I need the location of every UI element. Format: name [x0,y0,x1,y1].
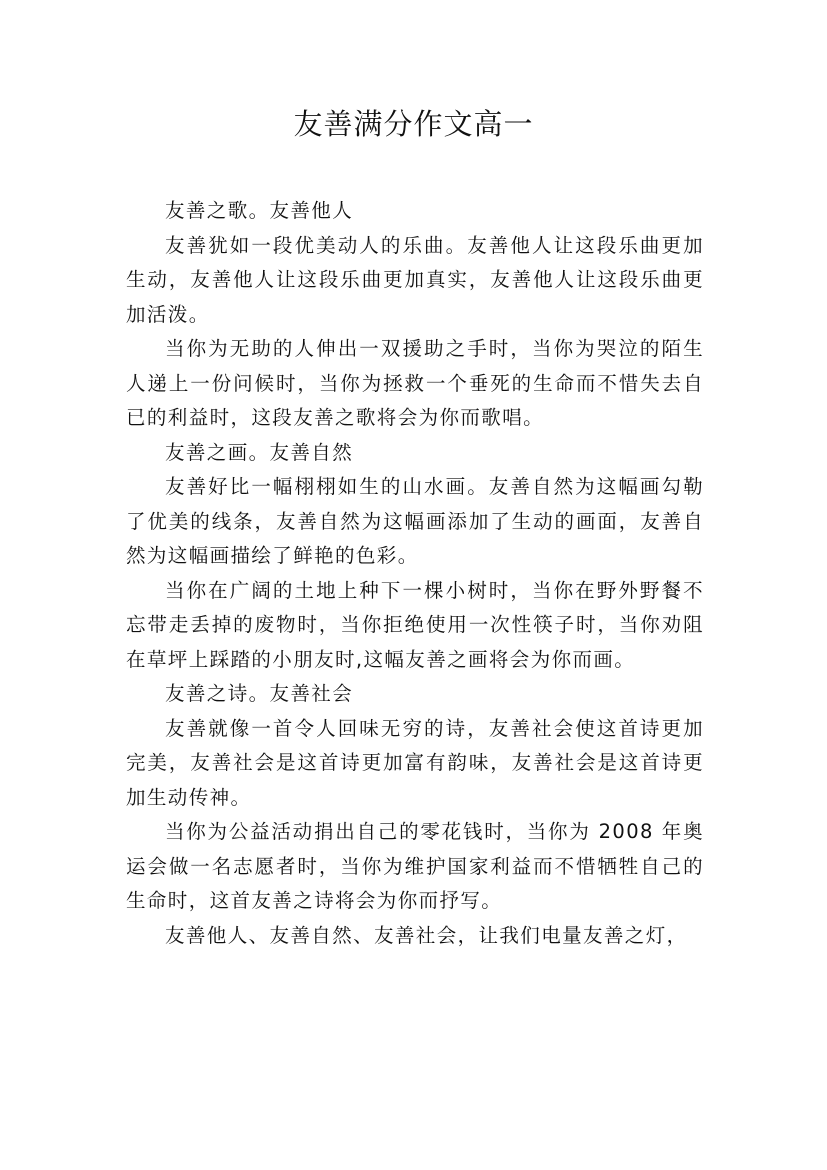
paragraph: 友善犹如一段优美动人的乐曲。友善他人让这段乐曲更加生动，友善他人让这段乐曲更加真实，友善他人让这段乐曲更加活泼。 [126,233,704,326]
paragraph: 友善好比一幅栩栩如生的山水画。友善自然为这幅画勾勒了优美的线条，友善自然为这幅画添加了生动的画面，友善自然为这幅画描绘了鲜艳的色彩。 [126,475,704,567]
paragraph: 当你为公益活动捐出自己的零花钱时，当你为 2008 年奥运会做一名志愿者时，当你为维护国家利益而不惜牺牲自己的生命时，这首友善之诗将会为你而抒写。 [126,820,704,912]
paragraph: 友善就像一首令人回味无穷的诗，友善社会使这首诗更加完美，友善社会是这首诗更加富有韵味，友善社会是这首诗更加生动传神。 [126,716,704,809]
paragraph: 友善他人、友善自然、友善社会，让我们电量友善之灯， [165,923,688,947]
document-title: 友善满分作文高一 [293,107,534,141]
document-body [126,194,704,953]
paragraph: 当你在广阔的土地上种下一棵小树时，当你在野外野餐不忘带走丢掉的废物时，当你拒绝使用一次性筷子时，当你劝阻在草坪上踩踏的小朋友时,这幅友善之画将会为你而画。 [126,578,704,671]
section-heading-poem: 友善之诗。友善社会 [165,682,354,705]
paragraph: 当你为无助的人伸出一双援助之手时，当你为哭泣的陌生人递上一份问候时，当你为拯救一个垂死的生命而不惜失去自已的利益时，这段友善之歌将会为你而歌唱。 [126,337,704,429]
section-heading-song: 友善之歌。友善他人 [165,199,354,222]
section-heading-painting: 友善之画。友善自然 [165,440,354,464]
